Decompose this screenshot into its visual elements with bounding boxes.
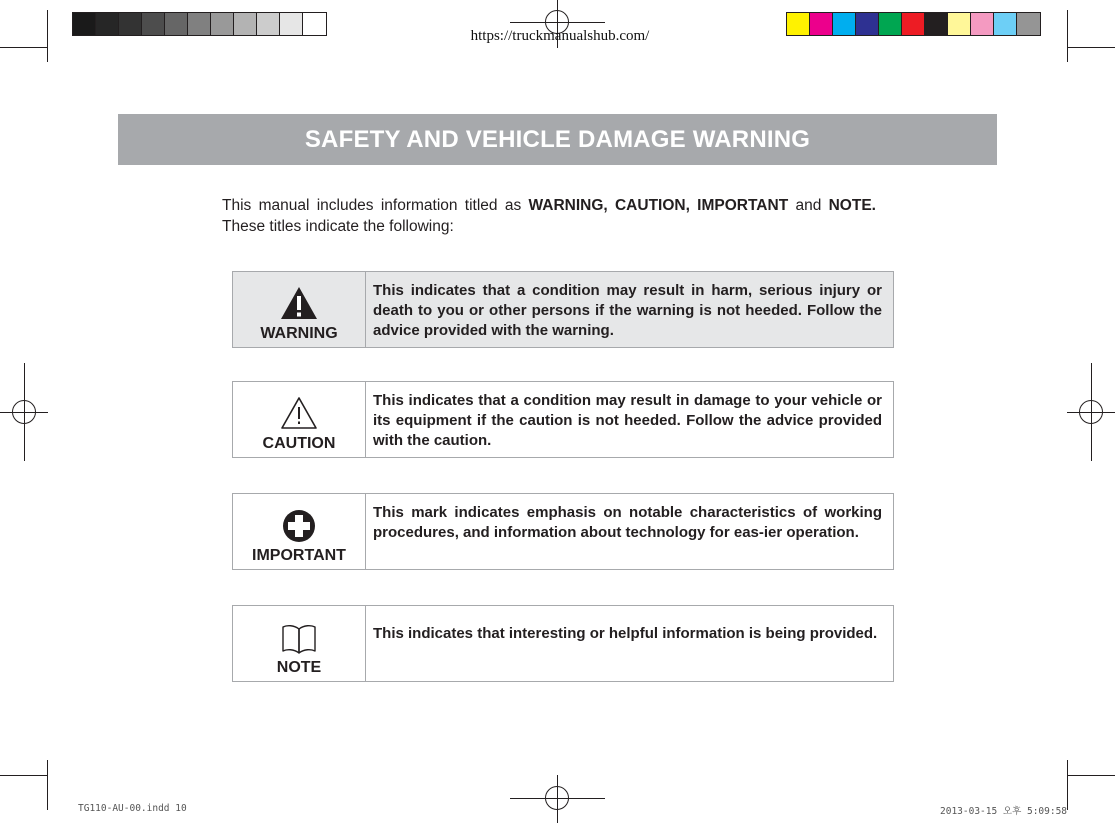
color-swatch bbox=[165, 13, 188, 35]
intro-text: and bbox=[788, 197, 829, 214]
color-swatch bbox=[73, 13, 96, 35]
footer-file-slug: TG110-AU-00.indd 10 bbox=[78, 803, 187, 814]
color-swatch bbox=[234, 13, 257, 35]
important-notice bbox=[232, 493, 894, 570]
color-swatch bbox=[810, 13, 833, 35]
notice-icon-cell bbox=[233, 606, 366, 681]
color-swatch bbox=[1017, 13, 1040, 35]
color-swatch bbox=[787, 13, 810, 35]
warning-notice bbox=[232, 271, 894, 348]
registration-mark bbox=[510, 22, 605, 23]
intro-bold-terms: WARNING, CAUTION, IMPORTANT bbox=[528, 197, 789, 214]
source-url: https://truckmanualshub.com/ bbox=[470, 28, 650, 44]
intro-text: This manual includes information titled as bbox=[222, 197, 529, 214]
color-swatch bbox=[994, 13, 1017, 35]
notice-icon-cell bbox=[233, 382, 366, 457]
note-notice bbox=[232, 605, 894, 682]
notice-text: This indicates that interesting or helpful information is being provided. bbox=[373, 625, 878, 642]
notice-text: This indicates that a condition may result in damage to your vehicle or its equipment if the caution is not heeded. Follow the advice provided with the caution. bbox=[373, 392, 882, 449]
notice-label: NOTE bbox=[276, 659, 322, 676]
footer-timestamp: 2013-03-15 오후 5:09:58 bbox=[940, 806, 1068, 817]
page-title: SAFETY AND VEHICLE DAMAGE WARNING bbox=[118, 114, 997, 165]
color-swatch bbox=[833, 13, 856, 35]
crop-mark bbox=[1067, 47, 1115, 48]
notice-label: WARNING bbox=[260, 325, 338, 342]
crop-mark bbox=[1067, 760, 1068, 810]
color-swatch bbox=[856, 13, 879, 35]
color-swatch bbox=[971, 13, 994, 35]
crop-mark bbox=[1067, 10, 1068, 62]
color-swatch bbox=[211, 13, 234, 35]
color-swatch bbox=[142, 13, 165, 35]
intro-paragraph bbox=[222, 195, 876, 237]
notice-icon-cell bbox=[233, 494, 366, 569]
color-swatch bbox=[257, 13, 280, 35]
registration-mark bbox=[0, 412, 48, 413]
color-swatch bbox=[925, 13, 948, 35]
intro-text: These titles indicate the following: bbox=[222, 218, 454, 235]
color-swatch bbox=[280, 13, 303, 35]
grayscale-color-bar bbox=[72, 12, 327, 36]
crop-mark bbox=[1067, 775, 1115, 776]
notice-text: This mark indicates emphasis on notable characteristics of working procedures, and information about technology for eas-ier operation. bbox=[373, 504, 882, 541]
crop-mark bbox=[0, 47, 48, 48]
color-swatch bbox=[303, 13, 326, 35]
warning-filled-triangle-icon bbox=[279, 285, 319, 321]
process-color-bar bbox=[786, 12, 1041, 36]
notice-icon-cell bbox=[233, 272, 366, 347]
crop-mark bbox=[47, 10, 48, 62]
color-swatch bbox=[96, 13, 119, 35]
registration-mark bbox=[1067, 412, 1115, 413]
caution-outline-triangle-icon bbox=[279, 395, 319, 431]
color-swatch bbox=[902, 13, 925, 35]
crop-mark bbox=[0, 775, 48, 776]
notice-text: This indicates that a condition may result in harm, serious injury or death to you or other persons if the warning is not heeded. Follow the advice provided with the warning. bbox=[373, 282, 882, 339]
intro-bold-note: NOTE. bbox=[828, 197, 876, 214]
plus-circle-icon bbox=[282, 509, 316, 543]
crop-mark bbox=[47, 760, 48, 810]
color-swatch bbox=[119, 13, 142, 35]
color-swatch bbox=[948, 13, 971, 35]
color-swatch bbox=[188, 13, 211, 35]
open-book-icon bbox=[280, 623, 318, 655]
notice-label: CAUTION bbox=[262, 435, 336, 452]
registration-mark bbox=[510, 798, 605, 799]
color-swatch bbox=[879, 13, 902, 35]
caution-notice bbox=[232, 381, 894, 458]
notice-label: IMPORTANT bbox=[252, 547, 346, 564]
registration-mark bbox=[557, 775, 558, 823]
